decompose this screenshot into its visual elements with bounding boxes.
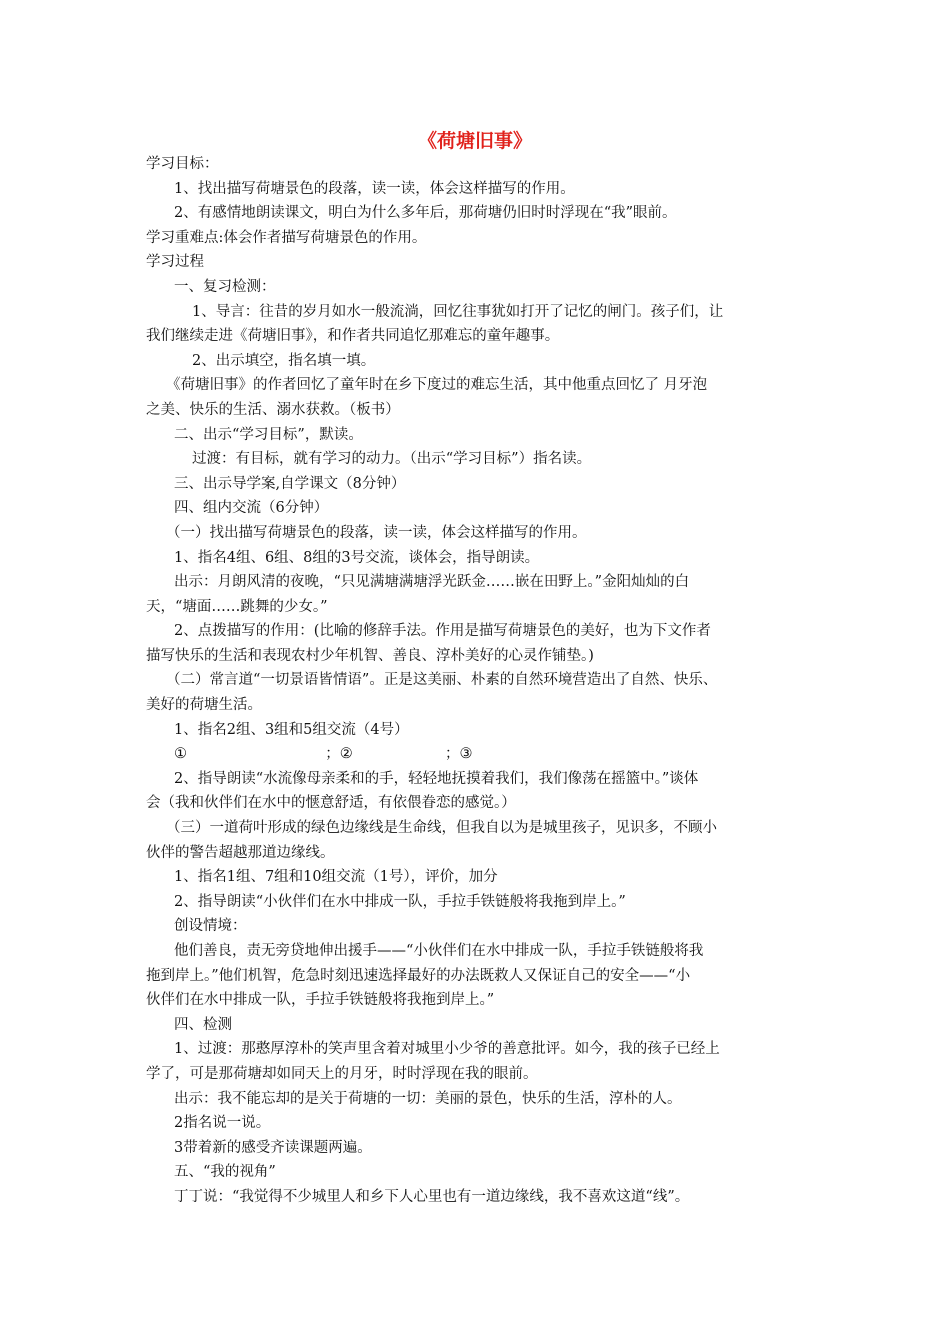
text-line: 学习过程 bbox=[146, 254, 204, 271]
text-line: （一）找出描写荷塘景色的段落，读一读，体会这样描写的作用。 bbox=[166, 524, 587, 541]
text-line: 1、指名4组、6组、8组的3号交流，谈体会，指导朗读。 bbox=[174, 549, 540, 566]
text-line: 1、找出描写荷塘景色的段落，读一读，体会这样描写的作用。 bbox=[174, 180, 575, 197]
text-line: 一、复习检测： bbox=[174, 278, 276, 295]
text-line: 学了，可是那荷塘却如同天上的月牙，时时浮现在我的眼前。 bbox=[146, 1065, 538, 1082]
text-line: 1、过渡：那憨厚淳朴的笑声里含着对城里小少爷的善意批评。如今，我的孩子已经上 bbox=[174, 1041, 720, 1058]
text-line: 天，“塘面……跳舞的少女。” bbox=[146, 598, 328, 615]
document-title: 《荷塘旧事》 bbox=[417, 130, 532, 152]
text-line: 3带着新的感受齐读课题两遍。 bbox=[174, 1139, 372, 1156]
text-line: 四、检测 bbox=[174, 1016, 232, 1033]
text-line: 五、“我的视角” bbox=[174, 1164, 276, 1181]
text-line: 丁丁说：“我觉得不少城里人和乡下人心里也有一道边缘线，我不喜欢这道“线”。 bbox=[174, 1188, 690, 1205]
text-line: （二）常言道“一切景语皆情语”。正是这美丽、朴素的自然环境营造出了自然、快乐、 bbox=[166, 672, 718, 689]
text-line: 我们继续走进《荷塘旧事》，和作者共同追忆那难忘的童年趣事。 bbox=[146, 328, 560, 345]
text-line: 学习重难点:体会作者描写荷塘景色的作用。 bbox=[146, 229, 427, 246]
text-line: 美好的荷塘生活。 bbox=[146, 697, 262, 714]
text-line: 描写快乐的生活和表现农村少年机智、善良、淳朴美好的心灵作铺垫。) bbox=[146, 647, 594, 664]
text-line: 伙伴的警告超越那道边缘线。 bbox=[146, 844, 335, 861]
text-line: 之美、快乐的生活、溺水获救。（板书） bbox=[146, 401, 400, 418]
text-line: 拖到岸上。”他们机智，危急时刻迅速选择最好的办法既救人又保证自己的安全——“小 bbox=[146, 967, 691, 984]
text-line: 四、组内交流（6分钟） bbox=[174, 500, 329, 517]
text-line: 2、点拨描写的作用：(比喻的修辞手法。作用是描写荷塘景色的美好，也为下文作者 bbox=[174, 623, 711, 640]
text-line: 伙伴们在水中排成一队，手拉手铁链般将我拖到岸上。” bbox=[146, 992, 495, 1009]
text-line: 三、出示导学案,自学课文（8分钟） bbox=[174, 475, 406, 492]
text-line: 《荷塘旧事》的作者回忆了童年时在乡下度过的难忘生活，其中他重点回忆了 月牙泡 bbox=[166, 377, 708, 394]
text-line: 过渡：有目标，就有学习的动力。（出示“学习目标”）指名读。 bbox=[192, 451, 592, 468]
text-line: 2、指导朗读“小伙伴们在水中排成一队，手拉手铁链般将我拖到岸上。” bbox=[174, 893, 626, 910]
text-line: 2、有感情地朗读课文，明白为什么多年后，那荷塘仍旧时时浮现在“我”眼前。 bbox=[174, 205, 677, 222]
text-line: 出示：我不能忘却的是关于荷塘的一切：美丽的景色，快乐的生活，淳朴的人。 bbox=[174, 1090, 682, 1107]
text-line: 2指名说一说。 bbox=[174, 1115, 271, 1132]
text-line: 创设情境： bbox=[174, 918, 247, 935]
text-line: 出示：月朗风清的夜晚，“只见满塘满塘浮光跃金……嵌在田野上。”金阳灿灿的白 bbox=[174, 574, 690, 591]
text-line: 1、指名2组、3组和5组交流（4号） bbox=[174, 721, 409, 738]
document-body bbox=[146, 152, 806, 1210]
text-line: 1、指名1组、7组和10组交流（1号），评价，加分 bbox=[174, 869, 498, 886]
text-line: （三）一道荷叶形成的绿色边缘线是生命线，但我自以为是城里孩子，见识多，不顾小 bbox=[166, 820, 717, 837]
text-line: 会（我和伙伴们在水中的惬意舒适，有依偎眷恋的感觉。） bbox=[146, 795, 516, 812]
text-line: 2、出示填空，指名填一填。 bbox=[192, 352, 376, 369]
text-line: 1、导言：往昔的岁月如水一般流淌，回忆往事犹如打开了记忆的闸门。孩子们，让 bbox=[192, 303, 724, 320]
text-line: 二、出示“学习目标”，默读。 bbox=[174, 426, 363, 443]
text-line: 他们善良，责无旁贷地伸出援手——“小伙伴们在水中排成一队，手拉手铁链般将我 bbox=[174, 943, 704, 959]
text-line: ① ；② ；③ bbox=[174, 746, 473, 763]
text-line: 学习目标： bbox=[146, 156, 219, 172]
text-line: 2、指导朗读“水流像母亲柔和的手，轻轻地抚摸着我们，我们像荡在摇篮中。”谈体 bbox=[174, 770, 699, 787]
